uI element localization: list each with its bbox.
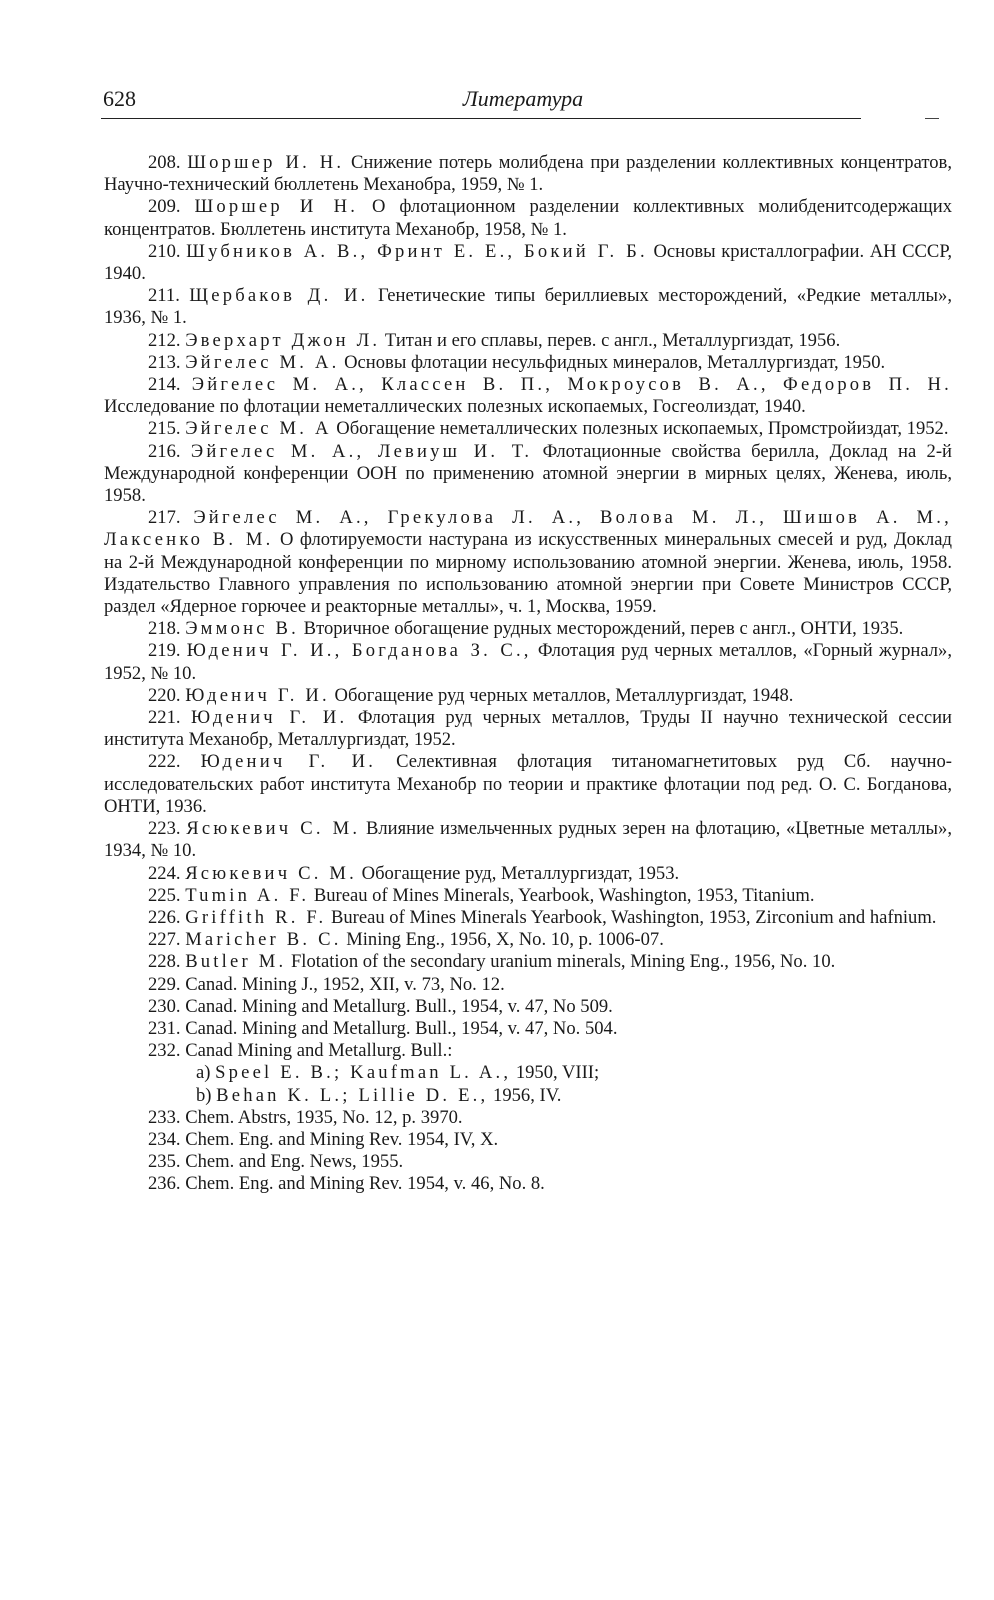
reference-number: 232. [148, 1040, 181, 1062]
reference-number: 236. [148, 1173, 181, 1195]
reference-number: 211. [148, 285, 180, 307]
reference-number: 222. [148, 751, 181, 773]
reference-text: Обогащение руд черных металлов, Металлургиздат, 1948. [334, 684, 794, 706]
reference-number: 228. [148, 951, 181, 973]
reference-number: 209. [148, 196, 181, 218]
reference-entry [104, 241, 952, 285]
reference-text: Селективная флотация титаномагнетитовых руд Сб. научно-исследовательских работ института Механобр по теории и практике флотации под ред. О. С. Богданова, ОНТИ, 1936. [104, 751, 952, 817]
reference-entry [104, 685, 952, 707]
reference-text: Bureau of Mines Minerals, Yearbook, Washington, 1953, Titanium. [313, 884, 815, 906]
reference-number: 230. [148, 995, 181, 1017]
reference-subentry [104, 1085, 952, 1107]
running-title: Литература [462, 86, 584, 111]
reference-number: 220. [148, 684, 181, 706]
reference-subentry [104, 1062, 952, 1084]
reference-number: 226. [148, 906, 181, 928]
reference-text: Chem. Eng. and Mining Rev. 1954, v. 46, No. 8. [185, 1173, 545, 1195]
reference-text: Chem. Eng. and Mining Rev. 1954, IV, X. [185, 1128, 499, 1150]
reference-entry [104, 285, 952, 329]
reference-text: Обогащение неметаллических полезных ископаемых, Промстройиздат, 1952. [336, 418, 949, 440]
reference-text: Титан и его сплавы, перев. с англ., Металлургиздат, 1956. [384, 329, 841, 351]
reference-entry [104, 640, 952, 684]
reference-text: Флотационные свойства берилла, Доклад на 2-й Международной конференции ООН по применению атомной энергии в мирных целях, Женева, июль, 1958. [104, 440, 952, 507]
reference-text: Флотация руд черных металлов, Труды II научно технической сессии института Механобр, Металлургиздат, 1952. [104, 707, 952, 751]
reference-number: 221. [148, 707, 181, 729]
header-rule-tail [925, 118, 939, 119]
reference-number: 225. [148, 884, 181, 906]
reference-entry [104, 196, 952, 240]
reference-entry [104, 929, 952, 951]
reference-entry [104, 951, 952, 973]
page-number: 628 [103, 86, 136, 111]
subentry-label: b) [196, 1084, 212, 1106]
reference-text: Canad Mining and Metallurg. Bull.: [185, 1040, 453, 1062]
reference-author: Эйгелес М. А. [185, 351, 340, 373]
reference-author: Эммонс В. [185, 618, 300, 640]
reference-text: Flotation of the secondary uranium minerals, Mining Eng., 1956, No. 10. [290, 951, 836, 973]
reference-text: Вторичное обогащение рудных месторождений, перев с англ., ОНТИ, 1935. [303, 618, 904, 640]
reference-text: Обогащение руд, Металлургиздат, 1953. [361, 862, 680, 884]
reference-number: 227. [148, 929, 181, 951]
reference-text: Chem. Abstrs, 1935, No. 12, p. 3970. [185, 1106, 463, 1128]
reference-entry [104, 418, 952, 440]
subentry-text: 1950, VIII; [515, 1062, 600, 1084]
reference-author: Шоршер И Н. [194, 196, 359, 218]
reference-text: О флотируемости настурана из искусственных минеральных смесей и руд, Доклад на 2-й Международной конференции по мирному использованию атомной энергии. Женева, июль, 1958. Издательство Главного управления по использованию атомной энергии при Совете Министров СССР, раздел «Ядерное горючее и реакторные металлы», ч. 1, Москва, 1959. [104, 529, 952, 618]
reference-number: 234. [148, 1128, 181, 1150]
reference-text: Bureau of Mines Minerals Yearbook, Washington, 1953, Zirconium and hafnium. [330, 906, 937, 928]
reference-author: Ясюкевич С. М. [186, 818, 361, 840]
reference-entry [104, 996, 952, 1018]
reference-entry [104, 507, 952, 618]
reference-number: 208. [148, 152, 181, 173]
page-header [103, 86, 943, 118]
reference-text: Canad. Mining and Metallurg. Bull., 1954, v. 47, No. 504. [185, 1017, 618, 1039]
reference-number: 231. [148, 1017, 181, 1039]
reference-number: 229. [148, 973, 181, 995]
reference-number: 215. [148, 418, 181, 440]
reference-entry [104, 907, 952, 929]
reference-author: Юденич Г. И., Богданова З. С., [186, 640, 532, 662]
reference-entry [104, 1173, 952, 1195]
reference-entry [104, 618, 952, 640]
reference-entry [104, 751, 952, 818]
reference-author: Шоршер И. Н. [187, 152, 345, 173]
reference-number: 235. [148, 1151, 181, 1173]
reference-entry [104, 707, 952, 751]
reference-entry [104, 1107, 952, 1129]
reference-text: О флотационном разделении коллективных молибденитсодержащих концентратов. Бюллетень института Механобр, 1958, № 1. [104, 196, 952, 240]
reference-author: Эйгелес М. А., Классен В. П., Мокроусов В. А., Федоров П. Н. [191, 374, 952, 396]
reference-entry [104, 974, 952, 996]
reference-text: Chem. and Eng. News, 1955. [185, 1151, 404, 1173]
reference-text: Canad. Mining J., 1952, XII, v. 73, No. 12. [185, 973, 505, 995]
reference-list [104, 152, 952, 1196]
reference-text: Флотация руд черных металлов, «Горный журнал», 1952, № 10. [104, 640, 952, 684]
reference-author: Tumin A. F. [185, 884, 310, 906]
reference-text: Основы кристаллографии. АН СССР, 1940. [104, 240, 952, 285]
reference-author: Эйгелес М. А [185, 418, 332, 440]
reference-entry [104, 818, 952, 862]
reference-entry [104, 1151, 952, 1173]
reference-author: Юденич Г. И. [200, 751, 377, 773]
reference-entry [104, 374, 952, 418]
header-rule [101, 118, 861, 119]
reference-author: Шубников А. В., Фринт Е. Е., Бокий Г. Б. [186, 240, 648, 262]
reference-text: Mining Eng., 1956, X, No. 10, p. 1006-07. [346, 929, 664, 951]
subentry-text: 1956, IV. [493, 1084, 562, 1106]
reference-author: Griffith R. F. [185, 906, 327, 928]
reference-author: Юденич Г. И. [191, 707, 348, 729]
subentry-author: Behan K. L.; Lillie D. E., [216, 1084, 489, 1106]
reference-number: 210. [148, 240, 181, 262]
reference-text: Основы флотации несульфидных минералов, Металлургиздат, 1950. [344, 351, 886, 373]
reference-entry [104, 330, 952, 352]
reference-author: Юденич Г. И. [185, 684, 330, 706]
reference-text: Исследование по флотации неметаллических полезных ископаемых, Госгеолиздат, 1940. [104, 396, 806, 418]
reference-number: 223. [148, 818, 181, 840]
reference-text: Генетические типы бериллиевых месторождений, «Редкие металлы», 1936, № 1. [104, 285, 952, 329]
reference-author: Эверхарт Джон Л. [185, 329, 381, 351]
reference-author: Эйгелес М. А., Левиуш И. Т. [190, 440, 533, 462]
reference-author: Щербаков Д. И. [189, 285, 369, 307]
reference-number: 224. [148, 862, 181, 884]
reference-entry [104, 352, 952, 374]
reference-number: 219. [148, 640, 181, 662]
reference-number: 233. [148, 1106, 181, 1128]
reference-entry [104, 441, 952, 508]
reference-entry [104, 152, 952, 196]
reference-text: Влияние измельченных рудных зерен на флотацию, «Цветные металлы», 1934, № 10. [104, 818, 952, 862]
reference-author: Butler M. [185, 951, 287, 973]
reference-number: 213. [148, 351, 181, 373]
reference-author: Эйгелес М. А., Грекулова Л. А., Волова М. Л., Шишов А. М., Лаксенко В. М. [104, 507, 952, 551]
reference-number: 218. [148, 618, 181, 640]
subentry-author: Speel E. B.; Kaufman L. A., [215, 1062, 512, 1084]
reference-number: 214. [148, 374, 181, 396]
reference-entry [104, 1018, 952, 1040]
reference-entry [104, 863, 952, 885]
reference-author: Ясюкевич С. М. [185, 862, 357, 884]
reference-author: Maricher B. C. [185, 929, 342, 951]
reference-entry [104, 885, 952, 907]
reference-number: 216. [148, 440, 181, 462]
reference-entry [104, 1129, 952, 1151]
reference-number: 212. [148, 329, 181, 351]
reference-number: 217. [148, 507, 181, 529]
reference-entry [104, 1040, 952, 1062]
reference-text: Canad. Mining and Metallurg. Bull., 1954, v. 47, No 509. [185, 995, 613, 1017]
reference-text: Снижение потерь молибдена при разделении коллективных концентратов, Научно-технический бюллетень Механобра, 1959, № 1. [104, 152, 952, 196]
subentry-label: a) [196, 1062, 211, 1084]
